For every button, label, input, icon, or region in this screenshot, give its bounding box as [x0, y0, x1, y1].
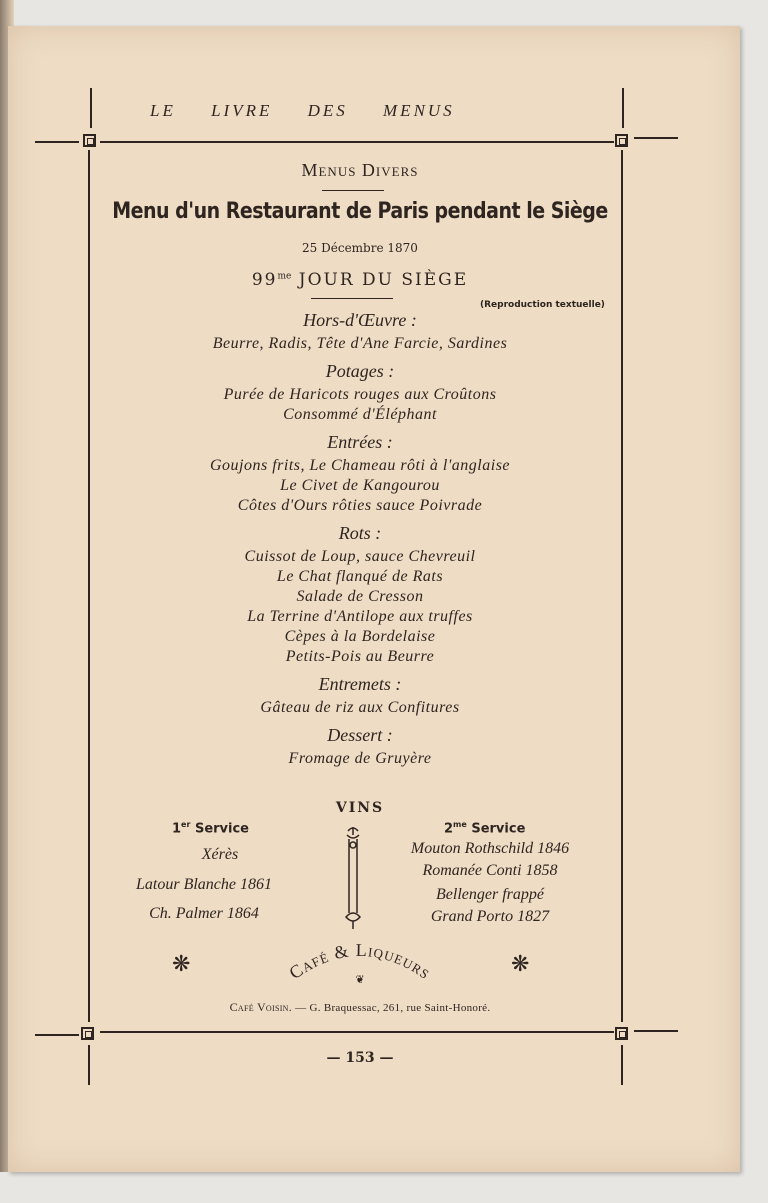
- siege-day-label: JOUR DU SIÈGE: [298, 270, 469, 290]
- siege-day-number: 99: [251, 270, 278, 290]
- dish: Beurre, Radis, Tête d'Ane Farcie, Sardines: [212, 335, 508, 352]
- dish: Salade de Cresson: [296, 588, 424, 605]
- frame-top-left-tail: [35, 141, 79, 143]
- wines-heading: VINS: [335, 800, 385, 816]
- dish: Cuissot de Loup, sauce Chevreuil: [244, 548, 476, 565]
- frame-left-ear: [90, 88, 92, 128]
- running-head: LE LIVRE DES MENUS: [150, 101, 455, 120]
- course-entremets: [90, 674, 630, 717]
- dish: Petits-Pois au Beurre: [285, 648, 435, 665]
- siege-day: [90, 270, 630, 290]
- frame-top-rule: [100, 141, 614, 143]
- section-title-rule: [322, 190, 384, 191]
- wine-item: Ch. Palmer 1864: [149, 905, 259, 922]
- course-title: Entremets :: [318, 674, 402, 694]
- dish: Purée de Haricots rouges aux Croûtons: [223, 386, 497, 403]
- course-potages: [90, 361, 630, 424]
- credit-address: — G. Braquessac, 261, rue Saint-Honoré.: [295, 1002, 491, 1014]
- menu-date: 25 Décembre 1870: [302, 241, 418, 255]
- corner-ornament-bottom-left: [81, 1027, 94, 1040]
- first-service-heading: [172, 820, 249, 836]
- wine-item: Romanée Conti 1858: [422, 862, 558, 879]
- first-service-label: Service: [194, 821, 249, 837]
- second-service-suffix: me: [453, 820, 467, 829]
- course-dessert: [90, 725, 630, 768]
- course-rots: [90, 523, 630, 666]
- dish: Cèpes à la Bordelaise: [284, 628, 436, 645]
- svg-text:❦: ❦: [355, 973, 365, 986]
- siege-day-suffix: me: [277, 271, 292, 282]
- course-title: Potages :: [325, 361, 395, 381]
- wine-item: Grand Porto 1827: [430, 908, 550, 925]
- frame-bottom-left-tail: [35, 1034, 79, 1036]
- course-list: [90, 310, 630, 768]
- dish: La Terrine d'Antilope aux truffes: [247, 608, 473, 625]
- course-title: Hors-d'Œuvre :: [303, 310, 417, 330]
- corner-ornament-top-left: [83, 134, 96, 147]
- section-title: Menus Divers: [301, 160, 419, 180]
- first-service-suffix: er: [181, 820, 191, 829]
- cafe-liqueurs-arc: [260, 935, 460, 1005]
- right-flourish-ornament: ❋: [511, 952, 530, 977]
- wine-item: Xérès: [201, 846, 239, 863]
- scan-margin: [0, 1172, 768, 1203]
- course-title: Rots :: [338, 523, 382, 543]
- frame-right-ear: [622, 88, 624, 128]
- left-flourish-ornament: ❋: [172, 952, 191, 977]
- dish: Gâteau de riz aux Confitures: [260, 699, 460, 716]
- second-service-heading: [444, 820, 525, 836]
- menu-title: Menu d'un Restaurant de Paris pendant le Siège: [112, 198, 608, 224]
- wine-item: Mouton Rothschild 1846: [410, 840, 570, 857]
- footer-credit: [90, 1000, 630, 1015]
- frame-top-right-tail: [634, 137, 678, 139]
- second-service-label: Service: [471, 821, 526, 837]
- first-service-number: 1: [172, 821, 182, 837]
- frame-bottom-right-tail: [634, 1030, 678, 1032]
- dish: Consommé d'Éléphant: [283, 406, 437, 423]
- reproduction-note: (Reproduction textuelle): [480, 300, 605, 310]
- dish: Fromage de Gruyère: [288, 750, 432, 767]
- wine-item: Latour Blanche 1861: [136, 876, 272, 893]
- course-title: Entrées :: [327, 432, 393, 452]
- course-title: Dessert :: [327, 725, 393, 745]
- second-service-number: 2: [444, 821, 454, 837]
- wine-divider-ornament: [340, 825, 366, 930]
- cafe-liqueurs-label: Café & Liqueurs: [285, 939, 435, 984]
- dish: Goujons frits, Le Chameau rôti à l'anglaise: [209, 457, 511, 474]
- page-number: — 153 —: [326, 1050, 394, 1066]
- corner-ornament-top-right: [615, 134, 628, 147]
- dish: Côtes d'Ours rôties sauce Poivrade: [237, 497, 483, 514]
- course-hors-doeuvre: [90, 310, 630, 353]
- wine-item: Bellenger frappé: [436, 886, 544, 903]
- credit-establishment: Café Voisin.: [229, 1000, 293, 1014]
- siege-day-rule: [311, 298, 393, 299]
- corner-ornament-bottom-right: [615, 1027, 628, 1040]
- frame-bottom-rule: [100, 1031, 614, 1033]
- dish: Le Civet de Kangourou: [280, 477, 440, 494]
- course-entrees: [90, 432, 630, 515]
- dish: Le Chat flanqué de Rats: [276, 568, 444, 585]
